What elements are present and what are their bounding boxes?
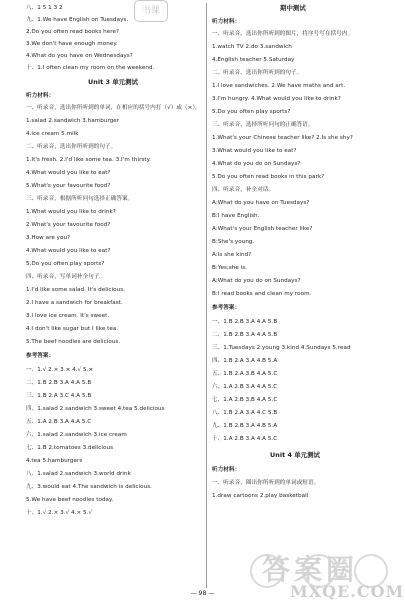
section-heading: 期中测试 xyxy=(280,4,306,12)
answer-line: 4.What would you like to eat? xyxy=(26,248,111,254)
subheading: 听力材料： xyxy=(212,467,241,473)
subheading: 听力材料： xyxy=(26,93,55,99)
answer-line: 十、1.√ 2.× 3.√ 4.× 5.√ xyxy=(26,510,93,516)
page-number: — 98 — xyxy=(190,590,215,597)
question-instruction: 一、听录音，选出你所听到的单词，在相应的括号内打（√）或（×）。 xyxy=(26,105,201,111)
answer-line: 4.tea 5.hamburgers xyxy=(26,458,83,464)
answer-line: 六、1.salad 2.sandwich 3.ice cream xyxy=(26,432,127,438)
dialogue-line: A:What do you do on Sundays? xyxy=(212,278,301,284)
answer-line: 2.What's your favourite food? xyxy=(26,222,111,228)
answer-line: 5.Do you often play sports? xyxy=(212,109,291,115)
answer-line: 八、1.B 2.A 3.A 4.C 5.B xyxy=(212,410,278,416)
answer-line: 七、1.B 2.tomatoes 3.delicious xyxy=(26,445,114,451)
answer-line: 1.What's your Chinese teacher like? 2.Is she shy? xyxy=(212,135,353,141)
answer-line: 3.What would you like to eat? xyxy=(212,148,297,154)
question-instruction: 三、听录音，根据所听问句选择正确答案。 xyxy=(26,196,134,202)
answer-line: 九、3.would eat 4.The sandwich is delicious. xyxy=(26,484,153,490)
answer-line: 八、1.salad 2.sandwich 3.world drink xyxy=(26,471,131,477)
answer-line: 十、1.I often clean my room on the weekend. xyxy=(26,65,155,71)
answer-line: 1.I'd like some salad. It's delicious. xyxy=(26,287,126,293)
answer-line: 三、1.B 2.A 3.C 4.A 5.B xyxy=(26,393,92,399)
answer-line: 一、1.√ 2.× 3.× 4.√ 5.× xyxy=(26,367,94,373)
dialogue-line: B:I read books and clean my room. xyxy=(212,291,312,297)
answer-line: 4.What do you have on Wednesdays? xyxy=(26,53,133,59)
column-divider xyxy=(206,3,207,588)
subheading: 参考答案： xyxy=(212,305,241,311)
answer-line: 十、1.A 2.B 3.A 4.A 5.C xyxy=(212,436,278,442)
answer-line: 三、1.Tuesdays 2.young 3.kind 4.Sundays 5.read xyxy=(212,345,351,351)
answer-line: 一、1.B 2.B 3.A 4.A 5.B xyxy=(212,319,278,325)
dialogue-line: A:What do you have on Tuesdays? xyxy=(212,200,310,206)
stamp-mark: 书课 xyxy=(134,0,168,22)
answer-line: 1.salad 2.sandwich 3.hamburger xyxy=(26,118,120,124)
answer-line: 5.What's your favourite food? xyxy=(26,183,111,189)
answer-line: 二、1.B 2.B 3.A 4.A 5.B xyxy=(212,332,278,338)
answer-line: 4.ice cream 5.milk xyxy=(26,131,79,137)
answer-line: 4.I don't like sugar but I like tea. xyxy=(26,326,119,332)
answer-line: 1.What would you like to drink? xyxy=(26,209,116,215)
answer-line: 八、1 5 1 3 2 xyxy=(26,5,63,11)
question-instruction: 二、听录音，选出你所听到的句子。 xyxy=(26,144,117,150)
answer-line: 3.How are you? xyxy=(26,235,71,241)
answer-line: 五、1.B 2.A 3.B 4.A 5.C xyxy=(212,371,278,377)
section-heading: Unit 3 单元测试 xyxy=(88,78,138,86)
question-instruction: 一、听录音，选出你所听到的图片，将序号写在括号内。 xyxy=(212,31,354,37)
answer-line: 2.Do you often read books here? xyxy=(26,29,119,35)
dialogue-line: A:Is she kind? xyxy=(212,252,252,258)
answer-line: 5.Do you often read books in this park? xyxy=(212,174,325,180)
answer-line: 1.watch TV 2.do 3.sandwich xyxy=(212,44,292,50)
answer-line: 2.I have a sandwich for breakfast. xyxy=(26,300,123,306)
answer-line: 3.We don't have enough money. xyxy=(26,41,118,47)
answer-line: 3.I'm hungry. 4.What would you like to drink? xyxy=(212,96,341,102)
dialogue-line: A:What's your English teacher like? xyxy=(212,226,313,232)
answer-line: 5.Do you often play sports? xyxy=(26,261,105,267)
answer-line: 九、1.We have English on Tuesdays. xyxy=(26,17,129,23)
subheading: 参考答案： xyxy=(26,353,55,359)
answer-line: 六、1.A 2.B 3.A 4.A 5.C xyxy=(212,384,278,390)
dialogue-line: B:Yes,she is. xyxy=(212,265,248,271)
answer-line: 4.What would you like to eat? xyxy=(26,170,111,176)
answer-line: 四、1.salad 2.sandwich 3.sweet 4.tea 5.delicious xyxy=(26,406,165,412)
answer-line: 1.draw cartoons 2.play basketball xyxy=(212,493,309,499)
question-instruction: 三、听录音，选择所听问句的正确答语。 xyxy=(212,122,314,128)
answer-line: 5.We have beef noodles today. xyxy=(26,497,114,503)
answer-line: 二、1.B 2.B 3.A 4.A 5.B xyxy=(26,380,92,386)
answer-line: 九、1.B 2.B 3.A 4.B 5.A xyxy=(212,423,278,429)
answer-line: 3.I love ice cream. It's sweet. xyxy=(26,313,110,319)
answer-line: 1.It's fresh. 2.I'd like some tea. 3.I'm thirsty. xyxy=(26,157,152,163)
watermark-chars: 答案圈 xyxy=(262,553,359,586)
question-instruction: 二、听录音，选出你所听到的句子。 xyxy=(212,70,303,76)
answer-line: 四、1.B 2.A 3.A 4.B 5.A xyxy=(212,358,278,364)
answer-line: 七、1.A 2.B 3.B 4.A 5.C xyxy=(212,397,278,403)
answer-line: 1.I love sandwiches. 2.We have maths and art. xyxy=(212,83,346,89)
question-instruction: 四、听录音，写单词补全句子。 xyxy=(26,274,106,280)
question-instruction: 一、听录音，圈出你所听到的单词或短语。 xyxy=(212,480,320,486)
answer-line: 4.English teacher 5.Saturday xyxy=(212,57,295,63)
watermark-url: MXQE.COM xyxy=(290,582,405,601)
dialogue-line: B:I have English. xyxy=(212,213,260,219)
answer-line: 4.What do you do on Sundays? xyxy=(212,161,301,167)
dialogue-line: B:She's young. xyxy=(212,239,255,245)
answer-line: 5.The beef noodles are delicious. xyxy=(26,339,121,345)
section-heading: Unit 4 单元测试 xyxy=(270,451,320,459)
subheading: 听力材料： xyxy=(212,19,241,25)
answer-line: 五、1.A 2.B 3.A 4.A 5.C xyxy=(26,419,92,425)
question-instruction: 四、听录音，补全对话。 xyxy=(212,187,275,193)
